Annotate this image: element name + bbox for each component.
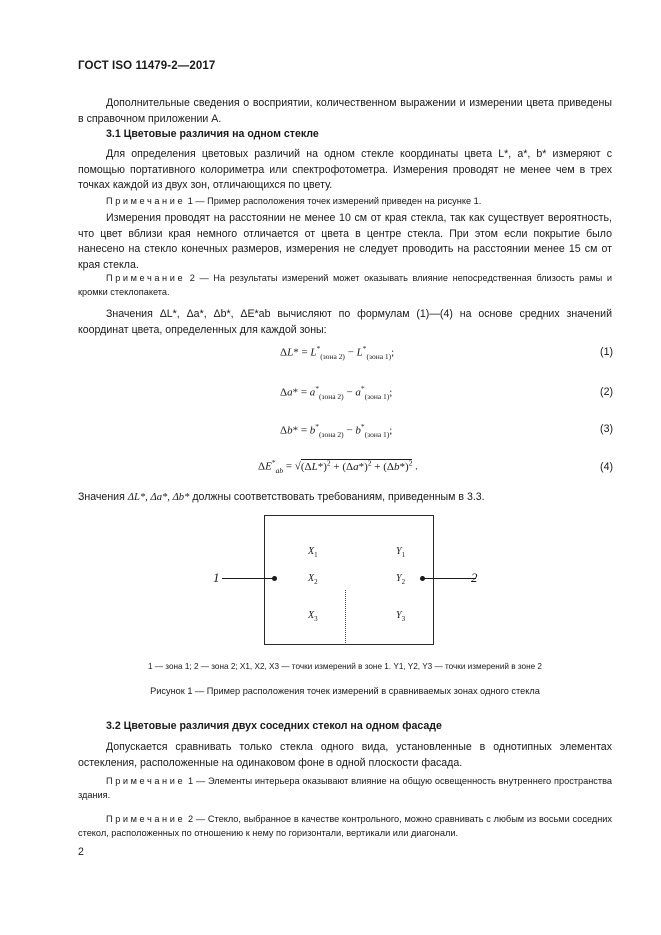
s32-paragraph-1: Допускается сравнивать только стекла одного вида, установленные в однотипных элементах остекления, расположенные на одинаковом фоне в одной плоскости фасада. (78, 741, 612, 769)
leader-line-2 (424, 578, 476, 579)
s32-note-2 (78, 812, 612, 840)
s31-paragraph-4: Значения ΔL*, Δa*, Δb* должны соответствовать требованиям, приведенным в 3.3. (78, 491, 485, 503)
intro-paragraph: Дополнительные сведения о восприятии, количественном выражении и измерении цвета приведены в справочном приложении А. (78, 97, 612, 125)
equation-number-4: (4) (600, 461, 613, 473)
point-y3: $Y_3$ (396, 610, 406, 623)
equation-2: $\Delta a* = a^*_{(зона 2)} - a^*_{(зона 1)}$; (280, 384, 393, 401)
note-text: 2 — На результаты измерений может оказывать влияние непосредственная близость рамы и кромки стеклопакета. (78, 273, 612, 297)
equation-number-2: (2) (600, 386, 613, 398)
point-x2: $X_2$ (308, 573, 318, 586)
equation-3: $\Delta b* = b^*_{(зона 2)} - b^*_{(зона 1)}$; (280, 422, 393, 439)
page-number: 2 (78, 846, 84, 858)
s32-note-1 (78, 774, 612, 802)
section-3-1-title: 3.1 Цветовые различия на одном стекле (106, 128, 319, 140)
point-x1: $X_1$ (308, 546, 318, 559)
point-x3: $X_3$ (308, 610, 318, 623)
s31-paragraph-3 (78, 307, 612, 338)
s31-note-2 (78, 271, 612, 299)
point-y2: $Y_2$ (396, 573, 406, 586)
s31-note-1 (78, 194, 612, 208)
figure-legend: 1 — зона 1; 2 — зона 2; X1, X2, X3 — точки измерений в зоне 1. Y1, Y2, Y3 — точки измерений в зоне 2 (148, 662, 542, 671)
glass-pane-outline (264, 515, 434, 645)
note-text: 2 — Стекло, выбранное в качестве контрольного, можно сравнивать с любым из восьми соседних стекол, расположенных по отношению к нему по горизонтали, вертикали или диагонали. (78, 814, 612, 838)
note-label: Примечание (106, 814, 186, 824)
note-label: Примечание (106, 776, 186, 786)
figure-label-1: 1 (213, 570, 220, 585)
note-label: Примечание (106, 196, 186, 206)
leader-dot-1 (272, 576, 277, 581)
leader-line-1 (222, 578, 274, 579)
figure-caption: Рисунок 1 — Пример расположения точек измерений в сравниваемых зонах одного стекла (150, 686, 540, 696)
document-header: ГОСТ ISO 11479-2—2017 (78, 60, 216, 72)
equation-number-3: (3) (600, 423, 613, 435)
s31-paragraph-2: Измерения проводят на расстоянии не менее 10 см от края стекла, так как существует вероятность, что цвет вблизи края немного отличается от цвета в центре стекла. При этом если покрытие было нанесено на стекло конечных размеров, измерения не следует проводить на расстоянии менее 15 см от края стекла. (78, 212, 612, 271)
section-3-2-title: 3.2 Цветовые различия двух соседних стекол на одном фасаде (106, 720, 442, 732)
figure-label-2: 2 (471, 570, 478, 585)
note-text: 1 — Элементы интерьера оказывают влияние на общую освещенность внутреннего пространства здания. (78, 776, 612, 800)
zone-divider (345, 590, 347, 643)
note-text: 1 — Пример расположения точек измерений приведен на рисунке 1. (187, 196, 482, 206)
formula-variables: Значения ΔL*, Δa*, Δb*, ΔE*ab (106, 308, 271, 320)
equation-1: $\Delta L* = L^*_{(зона 2)} - L^*_{(зона 1)}$; (280, 344, 395, 361)
s31-paragraph-1: Для определения цветовых различий на одном стекле координаты цвета L*, a*, b* измеряют с помощью портативного колориметра или спектрофотометра. Измерения проводят не менее чем в трех точках каждой из двух зон, отличающихся по цвету. (78, 148, 612, 192)
equation-number-1: (1) (600, 346, 613, 358)
note-label: Примечание (106, 273, 186, 283)
equation-4: $\Delta E^*_{ab} = √(\Delta L*)^2 + (\Delta a*)^2 + (\Delta b*)^2$ . (258, 458, 418, 475)
point-y1: $Y_1$ (396, 546, 406, 559)
formula-intro: вычисляют по формулам (1)—(4) на основе средних значений координат цвета, определенных для каждой зоны: (78, 308, 612, 336)
leader-dot-2 (420, 576, 425, 581)
